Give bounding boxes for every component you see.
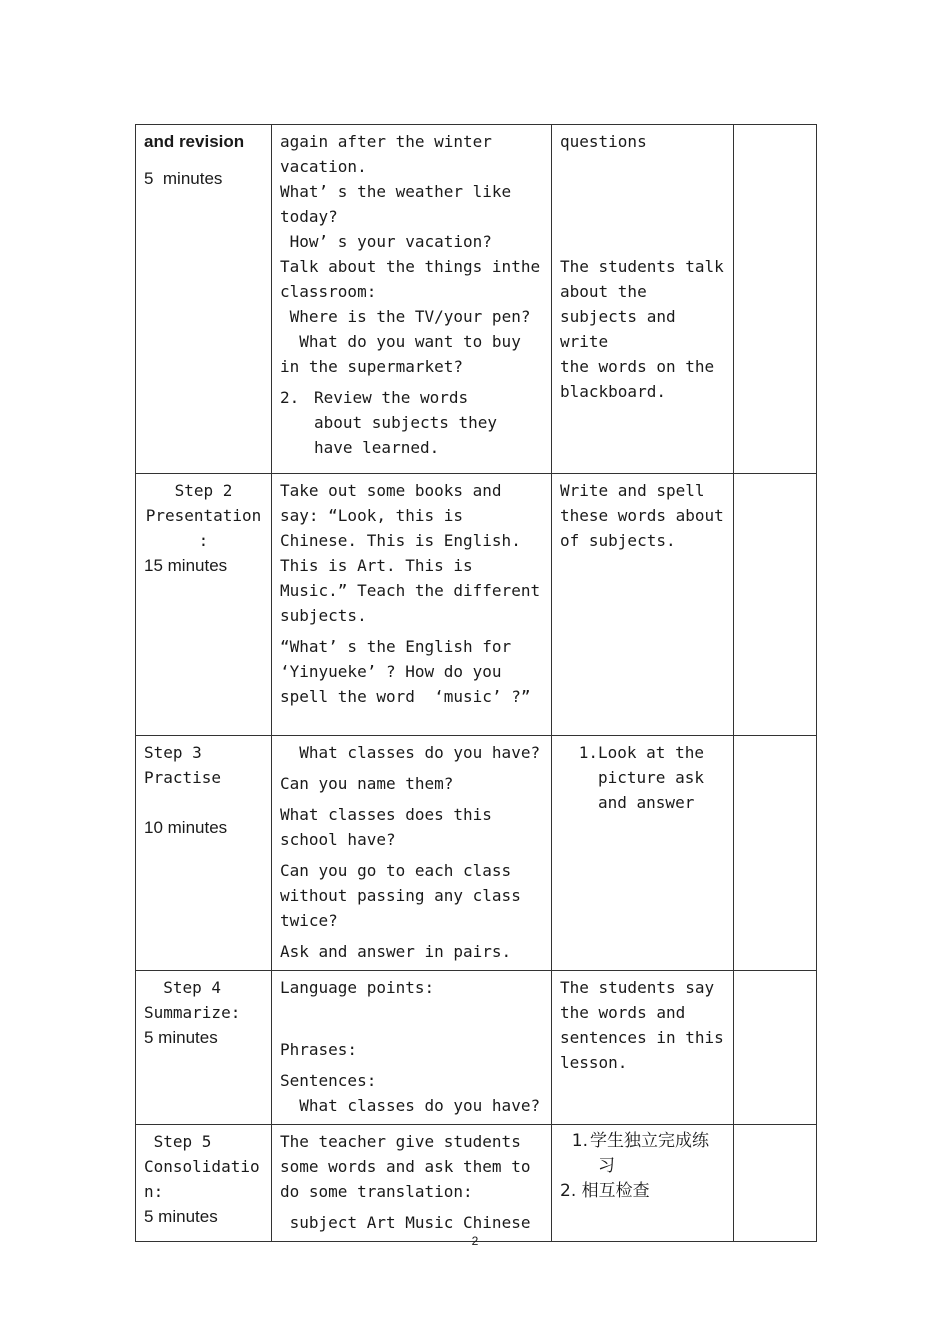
- teacher-text-line: classroom:: [280, 282, 377, 301]
- teacher-text-line: Sentences:: [280, 1071, 377, 1090]
- notes-cell: [734, 1125, 817, 1242]
- student-text-line: write: [560, 332, 609, 351]
- teacher-text-line: in the supermarket?: [280, 357, 464, 376]
- student-text-line: blackboard.: [560, 382, 666, 401]
- notes-cell: [734, 125, 817, 474]
- list-text: Review the words about subjects they have learned.: [314, 388, 498, 457]
- teacher-text-line: What classes does this: [280, 805, 492, 824]
- step-label: Presentation: [145, 506, 262, 525]
- teacher-text-line: school have?: [280, 830, 396, 849]
- student-text-line: the words on the: [560, 357, 715, 376]
- step-label: Step 5: [144, 1132, 212, 1151]
- student-text-line: 习: [598, 1156, 615, 1176]
- teacher-text-line: What classes do you have?: [280, 743, 541, 762]
- step-time: 15 minutes: [144, 556, 228, 575]
- step-label: Step 3: [144, 743, 202, 762]
- student-text-line: Look at the: [598, 743, 704, 762]
- table-row: [136, 1125, 817, 1242]
- step-time: 5 minutes: [144, 1207, 218, 1226]
- step-time: 5 minutes: [144, 169, 223, 188]
- numbered-list-item: [560, 1129, 725, 1179]
- student-activity-cell: [552, 1125, 734, 1242]
- step-label: Step 2: [174, 481, 233, 500]
- teacher-text-line: today?: [280, 207, 338, 226]
- student-activity-cell: [552, 474, 734, 736]
- student-text-line: of subjects.: [560, 531, 676, 550]
- student-text-line: The students talk: [560, 257, 724, 276]
- step-cell: [136, 736, 272, 971]
- student-activity-cell: [552, 971, 734, 1125]
- teacher-activity-cell: [272, 1125, 552, 1242]
- teacher-text-line: Can you name them?: [280, 774, 454, 793]
- step-cell: [136, 1125, 272, 1242]
- student-activity-cell: [552, 736, 734, 971]
- teacher-text-line: Where is the TV/your pen?: [280, 307, 531, 326]
- student-text-line: 2. 相互检查: [560, 1181, 650, 1201]
- list-number: 2.: [280, 388, 300, 407]
- step-cell: [136, 474, 272, 736]
- teacher-activity-cell: [272, 736, 552, 971]
- step-label: Step 4: [144, 978, 222, 997]
- notes-cell: [734, 736, 817, 971]
- table-row: [136, 971, 817, 1125]
- notes-cell: [734, 474, 817, 736]
- teacher-text-line: Chinese. This is English.: [280, 531, 521, 550]
- list-number: 1.: [578, 743, 598, 762]
- teacher-text-line: The teacher give students: [280, 1132, 521, 1151]
- teacher-text-line: How’ s your vacation?: [280, 232, 492, 251]
- student-text-line: sentences in this: [560, 1028, 724, 1047]
- teacher-text-line: What classes do you have?: [280, 1096, 541, 1115]
- student-text-line: 学生独立完成练: [590, 1131, 709, 1151]
- student-text-line: the words and: [560, 1003, 686, 1022]
- teacher-text-line: Can you go to each class: [280, 861, 512, 880]
- teacher-text-line: Music.” Teach the different: [280, 581, 541, 600]
- teacher-text-line: Ask and answer in pairs.: [280, 942, 512, 961]
- step-label: Consolidatio: [144, 1157, 260, 1176]
- student-text-line: lesson.: [560, 1053, 628, 1072]
- page-number: 2: [471, 1234, 479, 1248]
- teacher-activity-cell: [272, 474, 552, 736]
- teacher-text-line: subject Art Music Chinese: [280, 1213, 531, 1232]
- step-time: 5 minutes: [144, 1028, 218, 1047]
- step-label: Practise: [144, 768, 222, 787]
- numbered-list-item: [560, 740, 725, 815]
- teacher-text-line: Talk about the things inthe: [280, 257, 541, 276]
- teacher-text-line: What do you want to buy: [280, 332, 521, 351]
- student-text-line: these words about: [560, 506, 724, 525]
- student-text-line: picture ask: [598, 768, 704, 787]
- teacher-text-line: subjects.: [280, 606, 367, 625]
- teacher-text-line: This is Art. This is: [280, 556, 473, 575]
- table-row: [136, 125, 817, 474]
- lesson-plan-table: [135, 124, 817, 1242]
- table-row: [136, 474, 817, 736]
- student-activity-cell: [552, 125, 734, 474]
- teacher-text-line: some words and ask them to: [280, 1157, 531, 1176]
- teacher-text-line: ‘Yinyueke’ ? How do you: [280, 662, 502, 681]
- teacher-text-line: say: “Look, this is: [280, 506, 464, 525]
- student-text-line: The students say: [560, 978, 715, 997]
- step-label: and revision: [144, 132, 245, 151]
- student-text-line: subjects and: [560, 307, 676, 326]
- step-cell: [136, 125, 272, 474]
- teacher-text-line: without passing any class: [280, 886, 521, 905]
- student-text-line: questions: [560, 132, 647, 151]
- step-label: n:: [144, 1182, 164, 1201]
- student-text-line: about the: [560, 282, 647, 301]
- step-label: :: [198, 531, 209, 550]
- teacher-activity-cell: [272, 971, 552, 1125]
- notes-cell: [734, 971, 817, 1125]
- teacher-text-line: again after the winter: [280, 132, 492, 151]
- numbered-list-item: [280, 385, 543, 460]
- teacher-text-line: Language points:: [280, 978, 435, 997]
- teacher-text-line: Phrases:: [280, 1040, 358, 1059]
- step-time: 10 minutes: [144, 818, 228, 837]
- table-row: [136, 736, 817, 971]
- teacher-text-line: vacation.: [280, 157, 367, 176]
- teacher-text-line: do some translation:: [280, 1182, 473, 1201]
- step-cell: [136, 971, 272, 1125]
- teacher-text-line: “What’ s the English for: [280, 637, 512, 656]
- teacher-text-line: twice?: [280, 911, 338, 930]
- teacher-text-line: What’ s the weather like: [280, 182, 512, 201]
- teacher-activity-cell: [272, 125, 552, 474]
- teacher-text-line: Take out some books and: [280, 481, 502, 500]
- student-text-line: Write and spell: [560, 481, 705, 500]
- list-number: 1.: [571, 1131, 588, 1151]
- step-label: Summarize:: [144, 1003, 241, 1022]
- teacher-text-line: spell the word ‘music’ ?”: [280, 687, 531, 706]
- student-text-line: and answer: [598, 793, 695, 812]
